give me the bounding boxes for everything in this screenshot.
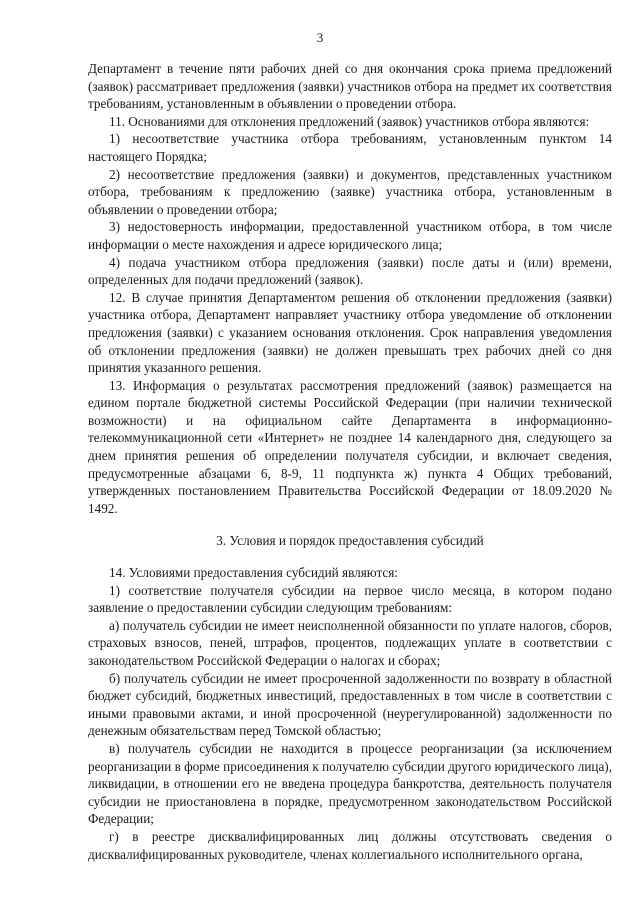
paragraph: г) в реестре дисквалифицированных лиц должны отсутствовать сведения о дисквалифицированных руководителе, членах коллегиального исполнительного органа, xyxy=(88,828,612,862)
paragraph: 14. Условиями предоставления субсидий являются: xyxy=(109,565,398,581)
document-body xyxy=(88,60,612,863)
paragraph: 11. Основаниями для отклонения предложений (заявок) участников отбора являются: xyxy=(109,113,590,129)
paragraph: 2) несоответствие предложения (заявки) и документов, представленных участником отбора, требованиям к предложению (заявке) участника отбора, установленным в объявлении о проведении отбора; xyxy=(88,166,612,217)
paragraph: 4) подача участником отбора предложения (заявки) после даты и (или) времени, определенных для подачи предложений (заявок). xyxy=(88,254,612,288)
paragraph: в) получатель субсидии не находится в процессе реорганизации (за исключением реорганизации в форме присоединения к получателю субсидии другого юридического лица), ликвидации, в отношении его не введена процедура банкротства, деятельность получателя субсидии не приостановлена в порядке, предусмотренном законодательством Российской Федерации; xyxy=(88,740,612,827)
paragraph: Департамент в течение пяти рабочих дней со дня окончания срока приема предложений (заявок) рассматривает предложения (заявки) участников отбора на предмет их соответствия требованиям, установленным в объявлении о проведении отбора. xyxy=(88,61,612,112)
paragraph: б) получатель субсидии не имеет просроченной задолженности по возврату в областной бюджет субсидий, бюджетных инвестиций, предоставленных в том числе в соответствии с иными правовыми актами, и иной просроченной (неурегулированной) задолженности по денежным обязательствам перед Томской областью; xyxy=(88,670,612,739)
paragraph: 1) соответствие получателя субсидии на первое число месяца, в котором подано заявление о предоставлении субсидии следующим требованиям: xyxy=(88,582,612,616)
paragraph: а) получатель субсидии не имеет неисполненной обязанности по уплате налогов, сборов, страховых взносов, пеней, штрафов, процентов, подлежащих уплате в соответствии с законодательством Российской Федерации о налогах и сборах; xyxy=(88,617,612,668)
section-heading: 3. Условия и порядок предоставления субсидий xyxy=(216,533,484,549)
paragraph: 1) несоответствие участника отбора требованиям, установленным пунктом 14 настоящего Порядка; xyxy=(88,131,612,164)
page-number: 3 xyxy=(316,30,324,45)
paragraph: 12. В случае принятия Департаментом решения об отклонении предложения (заявки) участника отбора, Департамент направляет участнику отбора уведомление об отклонении предложения (заявки) с указанием основания отклонения. Срок направления уведомления об отклонении предложения (заявки) не должен превышать трех рабочих дней со дня принятия указанного решения. xyxy=(88,289,612,376)
paragraph: 13. Информация о результатах рассмотрения предложений (заявок) размещается на едином портале бюджетной системы Российской Федерации (при наличии технической возможности) и на официальном сайте Департамента в информационно-телекоммуникационной сети «Интернет» не позднее 14 календарного дня, следующего за днем принятия решения об определении получателя субсидии, и включает сведения, предусмотренные абзацами 6, 8-9, 11 подпункта ж) пункта 4 Общих требований, утвержденных постановлением Правительства Российской Федерации от 18.09.2020 № 1492. xyxy=(88,377,612,516)
paragraph: 3) недостоверность информации, предоставленной участником отбора, в том числе информации о месте нахождения и адресе юридического лица; xyxy=(88,219,612,252)
